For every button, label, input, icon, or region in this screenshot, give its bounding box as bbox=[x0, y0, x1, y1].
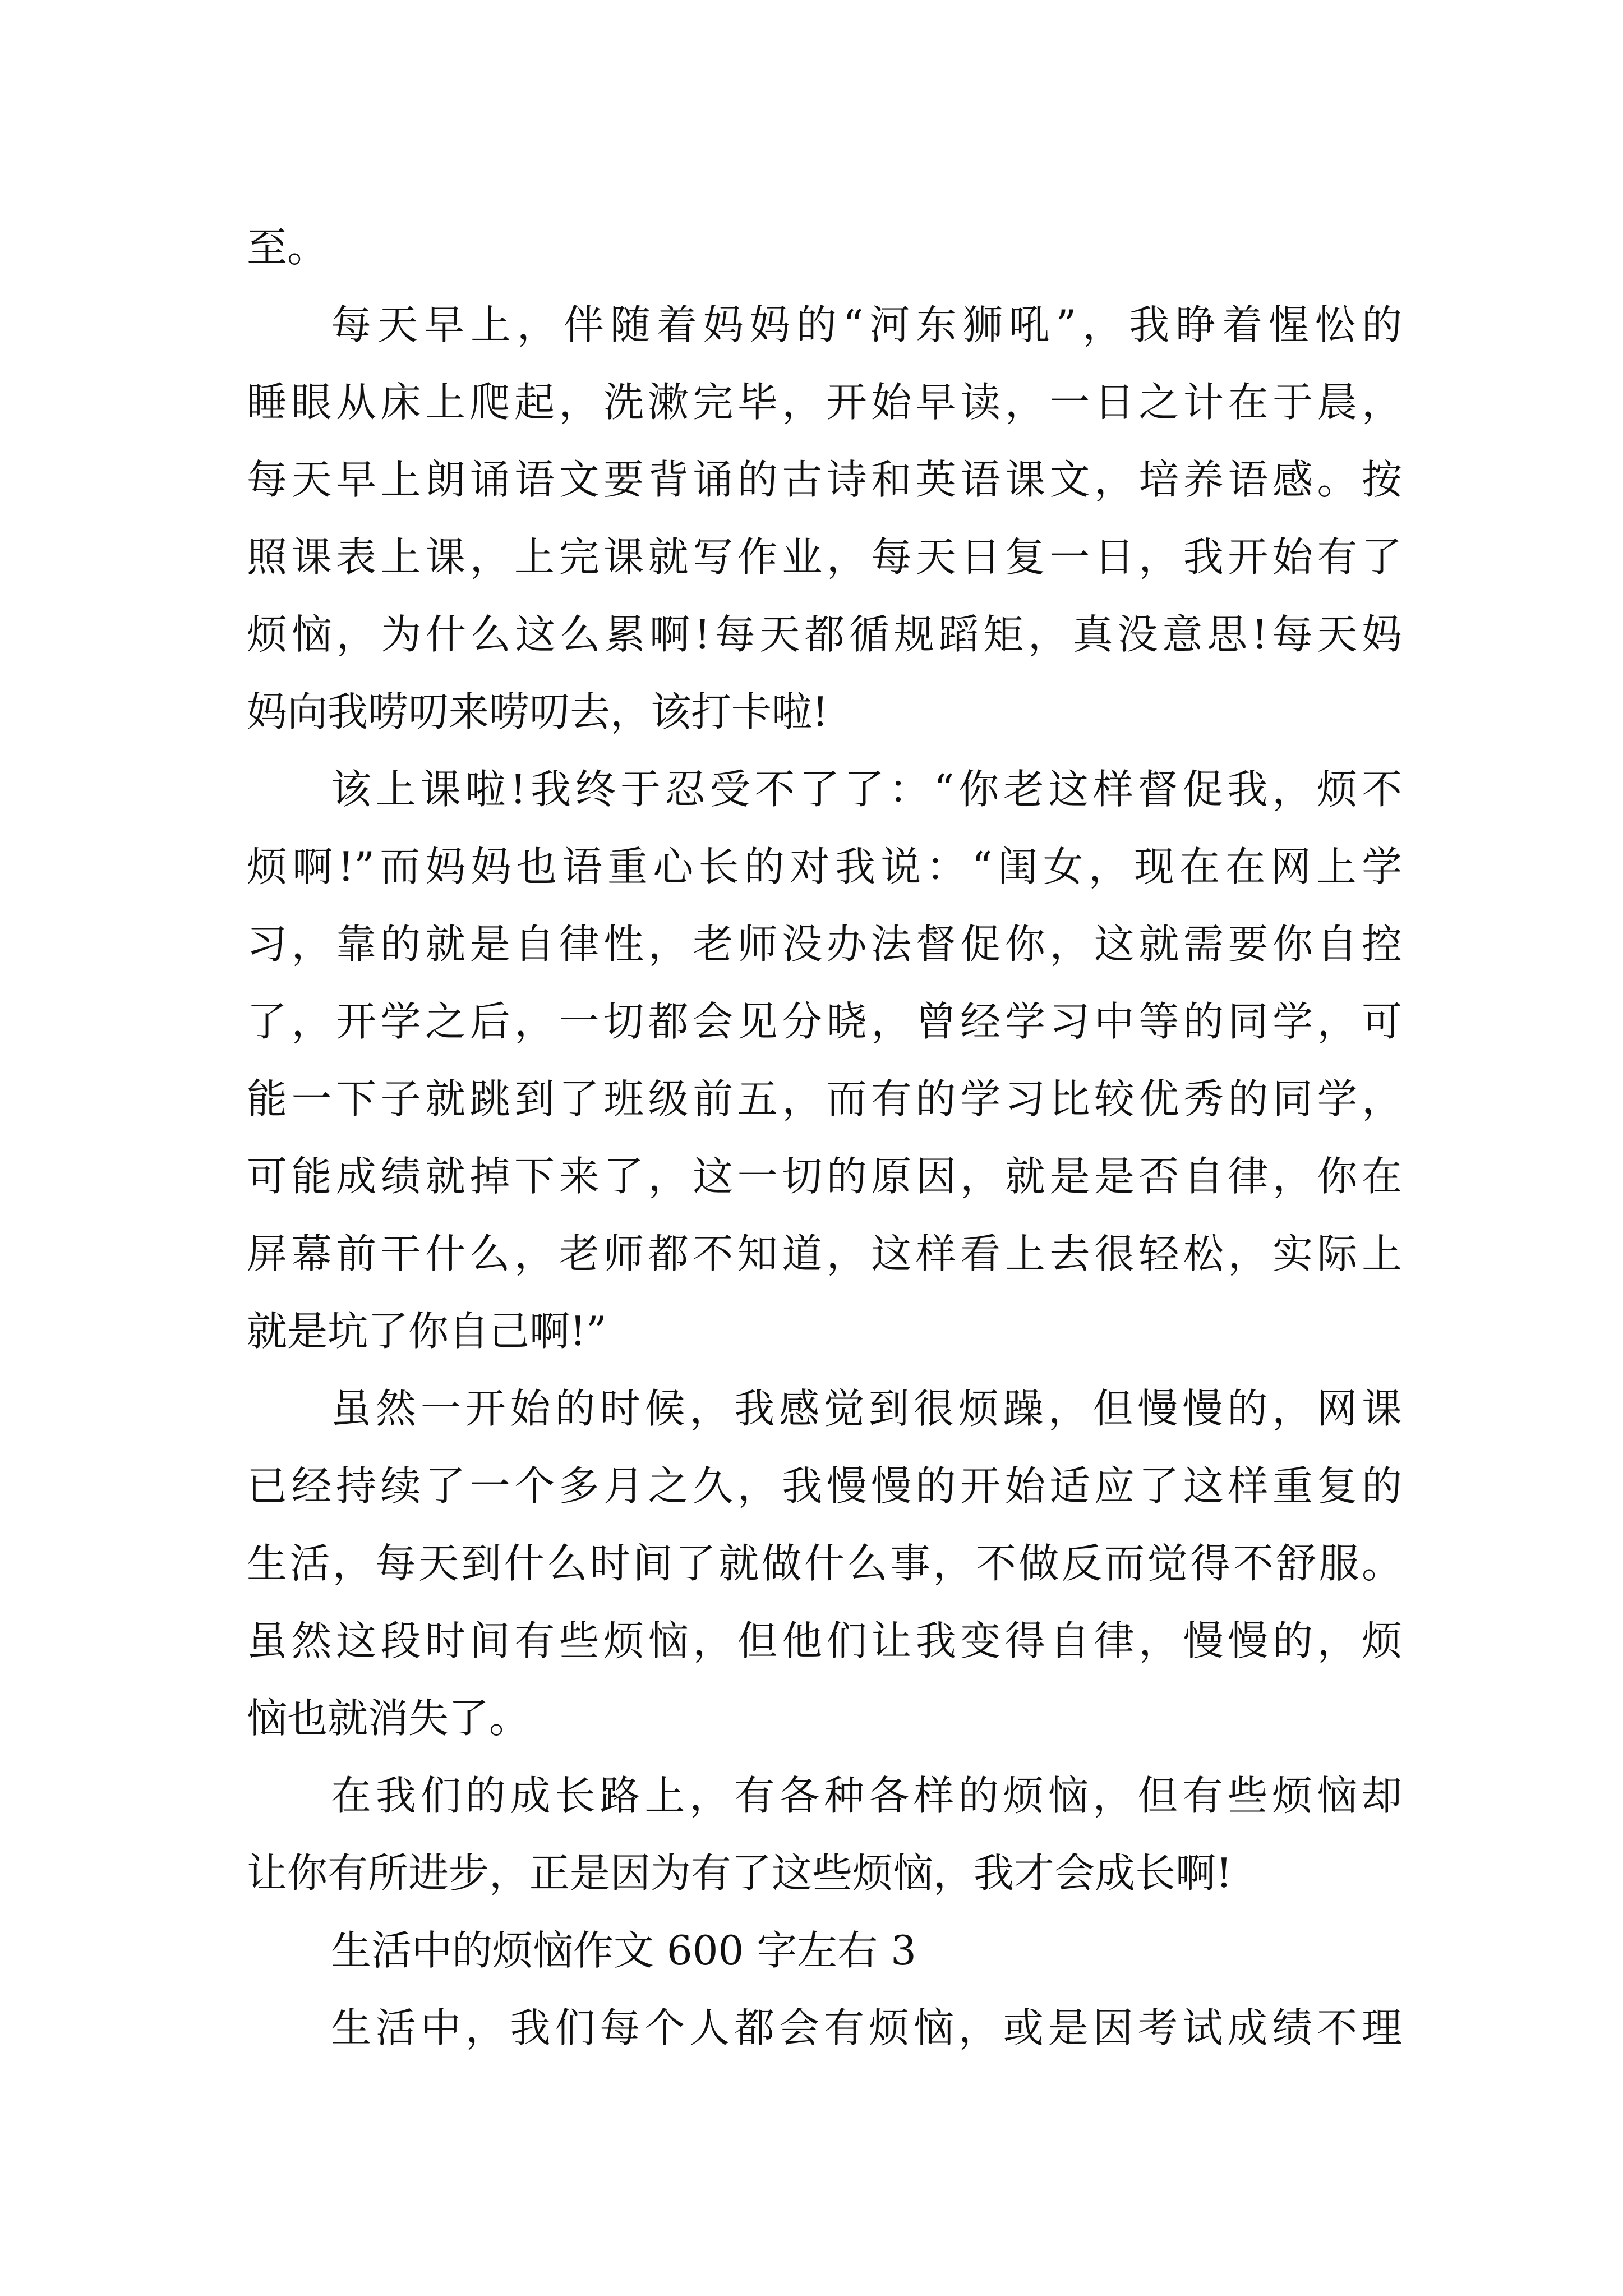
text-line: 就是坑了你自己啊!” bbox=[247, 1308, 607, 1355]
document-body bbox=[247, 209, 1402, 2067]
section-heading: 生活中的烦恼作文 600 字左右 3 bbox=[331, 1927, 916, 1974]
text-line: 烦啊!”而妈妈也语重心长的对我说：“闺女，现在在网上学 bbox=[247, 843, 1402, 890]
text-line: 妈向我唠叨来唠叨去，该打卡啦! bbox=[247, 688, 828, 735]
text-line: 能一下子就跳到了班级前五，而有的学习比较优秀的同学， bbox=[247, 1075, 1402, 1122]
paragraph-first-line: 虽然一开始的时候，我感觉到很烦躁，但慢慢的，网课 bbox=[331, 1385, 1402, 1432]
paragraph-first-line: 在我们的成长路上，有各种各样的烦恼，但有些烦恼却 bbox=[331, 1772, 1402, 1819]
text-line: 照课表上课，上完课就写作业，每天日复一日，我开始有了 bbox=[247, 533, 1402, 581]
text-line: 睡眼从床上爬起，洗漱完毕，开始早读，一日之计在于晨， bbox=[247, 379, 1402, 426]
text-line: 至。 bbox=[247, 224, 328, 271]
text-line: 烦恼，为什么这么累啊!每天都循规蹈矩，真没意思!每天妈 bbox=[247, 611, 1402, 658]
text-line: 恼也就消失了。 bbox=[247, 1695, 530, 1742]
text-line: 生活，每天到什么时间了就做什么事，不做反而觉得不舒服。 bbox=[247, 1540, 1402, 1587]
paragraph-first-line: 该上课啦!我终于忍受不了了：“你老这样督促我，烦不 bbox=[331, 766, 1402, 813]
paragraph-first-line: 生活中，我们每个人都会有烦恼，或是因考试成绩不理 bbox=[331, 2004, 1402, 2051]
text-line: 让你有所进步，正是因为有了这些烦恼，我才会成长啊! bbox=[247, 1849, 1232, 1897]
text-line: 习，靠的就是自律性，老师没办法督促你，这就需要你自控 bbox=[247, 921, 1402, 968]
text-line: 虽然这段时间有些烦恼，但他们让我变得自律，慢慢的，烦 bbox=[247, 1617, 1402, 1664]
text-line: 每天早上朗诵语文要背诵的古诗和英语课文，培养语感。按 bbox=[247, 456, 1402, 503]
text-line: 已经持续了一个多月之久，我慢慢的开始适应了这样重复的 bbox=[247, 1462, 1402, 1510]
text-line: 屏幕前干什么，老师都不知道，这样看上去很轻松，实际上 bbox=[247, 1230, 1402, 1277]
paragraph-first-line: 每天早上，伴随着妈妈的“河东狮吼”，我睁着惺忪的 bbox=[331, 301, 1402, 348]
text-line: 了，开学之后，一切都会见分晓，曾经学习中等的同学，可 bbox=[247, 998, 1402, 1045]
text-line: 可能成绩就掉下来了，这一切的原因，就是是否自律，你在 bbox=[247, 1153, 1402, 1200]
